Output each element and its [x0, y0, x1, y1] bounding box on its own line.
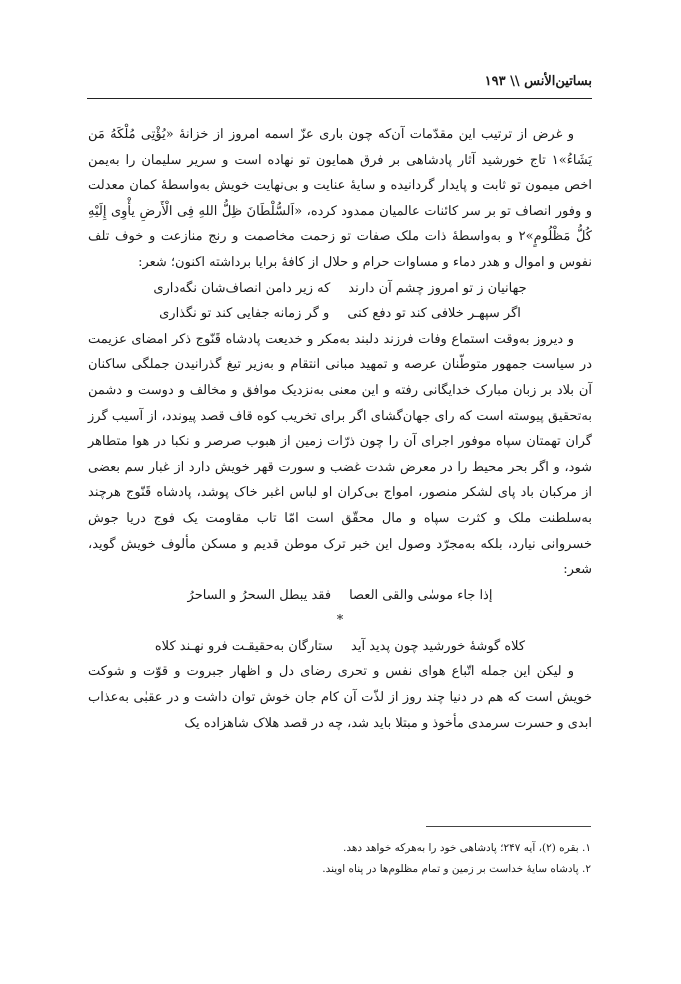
footnote-1: ۱. بقره (۲)، آیه ۲۴۷؛ پادشاهی خود را به‌هرکه خواهد دهد.: [343, 842, 591, 854]
paragraph-2: و دیروز به‌وقت استماع وفات فرزند دلبند به‌مکر و خدیعت پادشاه قَنّوج ذکر امضای عزیمت در سیاست جمهور متوطّنان عرصه و تمهید مبانی انتقام و به‌زیر تیغ گذرانیدن جملگی ساکنان آن بلاد بر زبان مبارک خدایگانی رفته و این معنی به‌نزدیک موافق و مخالف و دوست و دشمن به‌تحقیق پیوسته است که رای جهان‌گشای اگر برای تخریب کوه قاف قصد پیوندد، از آسیب گرز گران تهمتان سپاه موفور اجرای آن را چون ذرّات زمین از هبوب صرصر و نکبا در هوا متطاهر شود، و اگر بحر محیط را در معرض شدت غضب و سورت قهر خویش دارد از غبار سم بعضی از مرکبان باد پای لشکر منصور، امواج بی‌کران او لباس اغبر خاک پوشد، پادشاه قَنّوج هرچند به‌سلطنت ملک و کثرت سپاه و مال محقّق است امّا تاب مقاومت یک فوج دریا جوش خسروانی نیارد، بلکه به‌مجرّد وصول این خبر ترک موطن قدیم و مسکن مألوف خویش گوید، شعر:: [88, 331, 592, 578]
hemistich: که زیر دامن انصاف‌شان نگه‌داری: [153, 280, 331, 296]
verse-line-3: [88, 583, 592, 609]
hemistich: کلاه گوشهٔ خورشید چون پدید آید: [351, 638, 526, 654]
verse-line-4: [88, 634, 592, 660]
hemistich: إذا جاء موسٰی والقی العصا: [349, 587, 493, 603]
footnote-2: ۲. پادشاه سایهٔ خداست بر زمین و تمام مظلوم‌ها در پناه اویند.: [322, 863, 591, 875]
footnote-rule: [426, 826, 591, 827]
asterisk-separator: *: [336, 613, 344, 629]
main-text: [88, 122, 592, 736]
header-rule: [87, 98, 592, 99]
hemistich: اگر سپهـر خلافی کند تو دفع کنی: [347, 306, 521, 322]
hemistich: و گر زمانه جفایی کند تو نگذاری: [159, 306, 330, 322]
footnotes: [88, 838, 591, 880]
paragraph-1: و غرض از ترتیب این مقدّمات آن‌که چون باری عزّ اسمه امروز از خزانهٔ «یُؤْتِی مُلْکَهُ مَن یَشَاءُ»۱ تاج خورشید آثار پادشاهی بر فرق همایون تو نهاده است و سریر سلیمان را به‌یمن اخص میمون تو ثابت و پایدار گردانیده و سایهٔ عنایت و بی‌نهایت خویش به‌واسطهٔ کمان معدلت و وفور انصاف تو بر سر کائنات عالمیان ممدود کرده، «اَلسُّلْطَانَ ظِلُّ اللهِ فِی الْأَرضِ یأْوِی إِلَیْهِ کُلُّ مَظْلُومٍ»۲ و به‌واسطهٔ ذات ملک صفات تو زحمت مخاصمت و رنج منازعت و خوف تلف نفوس و اموال و هدر دماء و مساوات حرام و حلال از کافهٔ برایا برداشته اکنون؛ شعر:: [88, 127, 592, 270]
hemistich: فقد یبطل السحرُ و الساحرُ: [187, 587, 332, 603]
verse-line-1: [88, 276, 592, 302]
running-head: بساتین‌الأنس \\ ۱۹۳: [484, 74, 592, 89]
paragraph-3: و لیکن این جمله اتّباع هوای نفس و تحری رضای دل و اظهار جبروت و قوّت و شوکت خویش است که هم در دنیا چند روز از لذّت آن کام جان خوش توان داشت و در عقبٰی به‌عذاب ابدی و حسرت سرمدی مأخوذ و مبتلا باید شد، چه در قصد هلاک شاهزاده یک: [88, 664, 592, 731]
hemistich: ستارگان به‌حقیقـت فرو نهـند کلاه: [154, 638, 334, 654]
verse-line-2: [88, 301, 592, 327]
hemistich: جهانیان ز تو امروز چشم آن دارند: [348, 280, 527, 296]
